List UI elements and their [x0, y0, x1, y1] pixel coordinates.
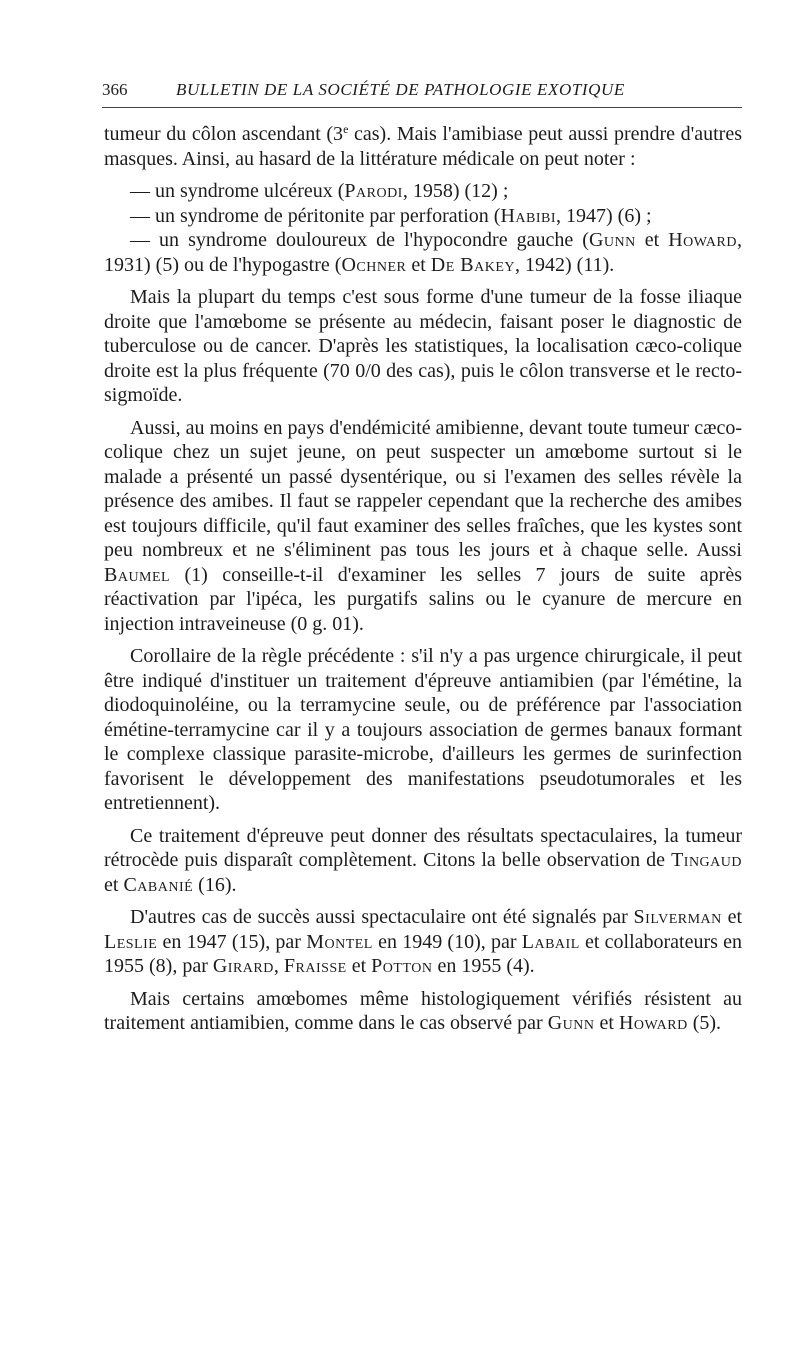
author-name: Girard	[212, 955, 274, 977]
author-name: Fraisse	[283, 955, 347, 977]
running-title: BULLETIN DE LA SOCIÉTÉ DE PATHOLOGIE EXOTIQUE	[176, 80, 625, 99]
list-item: — un syndrome ulcéreux (Parodi, 1958) (12) ;	[130, 180, 509, 202]
paragraph: Mais certains amœbomes même histologiquement vérifiés résistent au traitement antiamibien, comme dans le cas observé par Gunn et Howard (5).	[104, 987, 742, 1034]
author-name: Potton	[371, 955, 433, 977]
paragraph: Mais la plupart du temps c'est sous forme d'une tumeur de la fosse iliaque droite que l'amœbome se présente au médecin, faisant poser le diagnostic de tuberculose ou de cancer. D'après les statistiques, la localisation cæco-colique droite est la plus fréquente (70 0/0 des cas), puis le côlon transverse et le recto-sigmoïde.	[104, 286, 742, 406]
article-body	[104, 122, 742, 1036]
page-number: 366	[102, 80, 128, 99]
header-rule	[102, 107, 742, 108]
author-name: Gunn	[588, 229, 636, 251]
paragraph: Corollaire de la règle précédente : s'il n'y a pas urgence chirurgicale, il peut être indiqué d'instituer un traitement d'épreuve antiamibien (par l'émétine, la diodoquinoléine, ou la terramycine seule, ou de préférence par l'association émétine-terramycine car il y a toujours association de germes banaux formant le complexe classique parasite-microbe, d'ailleurs les germes de surinfection favorisent le développement des manifestations pseudotumorales et les entretiennent).	[104, 645, 742, 814]
author-name: Montel	[306, 930, 373, 953]
author-name: De Bakey	[430, 253, 515, 276]
author-name: Labail	[521, 930, 580, 953]
list-item: — un syndrome douloureux de l'hypocondre gauche (Gunn et Howard, 1931) (5) ou de l'hypogastre (Ochner et De Bakey, 1942) (11).	[104, 229, 742, 276]
author-name: Habibi	[500, 204, 557, 227]
author-name: Baumel	[104, 563, 171, 586]
paragraph: D'autres cas de succès aussi spectaculaire ont été signalés par Silverman et Leslie en 1947 (15), par Montel en 1949 (10), par Labail et collaborateurs en 1955 (8), par Girard, Fraisse et Potton en 1955 (4).	[104, 906, 743, 977]
author-name: Howard	[618, 1012, 688, 1034]
paragraph: Ce traitement d'épreuve peut donner des résultats spectaculaires, la tumeur rétrocède puis disparaît complètement. Citons la belle observation de Tingaud et Cabanié (16).	[104, 824, 742, 896]
author-name: Cabanié	[123, 873, 194, 896]
author-name: Tingaud	[671, 849, 742, 871]
author-name: Ochner	[341, 253, 407, 276]
author-name: Howard	[668, 229, 737, 251]
author-name: Gunn	[547, 1012, 595, 1034]
author-name: Parodi	[344, 180, 403, 202]
author-name: Silverman	[633, 906, 722, 928]
paragraph-continuation: tumeur du côlon ascendant (3e cas). Mais l'amibiase peut aussi prendre d'autres masques. Ainsi, au hasard de la littérature médicale on peut noter :	[104, 122, 743, 170]
list-item: — un syndrome de péritonite par perforation (Habibi, 1947) (6) ;	[130, 204, 652, 227]
paragraph: Aussi, au moins en pays d'endémicité amibienne, devant toute tumeur cæco-colique chez un sujet jeune, on peut suspecter un amœbome surtout si le malade a présenté un passé dysentérique, ou si l'examen des selles révèle la présence des amibes. Il faut se rappeler cependant que la recherche des amibes est toujours difficile, qu'il faut examiner des selles fraîches, que les kystes sont peu nombreux et ne s'éliminent pas tous les jours et à chaque selle. Aussi Baumel (1) conseille-t-il d'examiner les selles 7 jours de suite après réactivation par l'ipéca, les purgatifs salins ou le cyanure de mercure en injection intraveineuse (0 g. 01).	[104, 416, 742, 635]
author-name: Leslie	[104, 930, 158, 953]
